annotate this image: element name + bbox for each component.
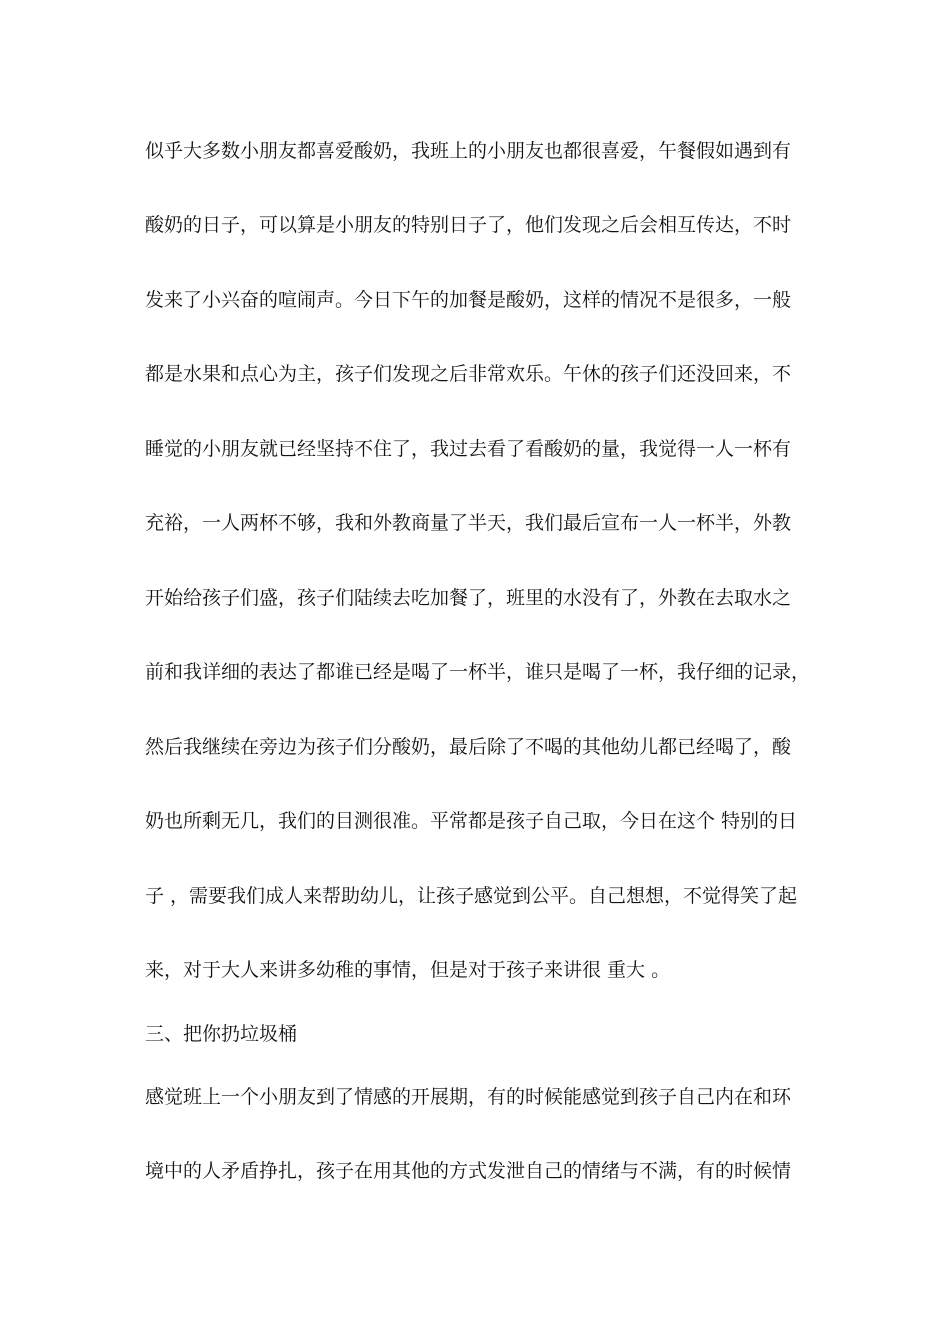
paragraph-line: 充裕，一人两杯不够，我和外教商量了半天，我们最后宣布一人一杯半，外教 (145, 512, 792, 534)
paragraph-line: 子 ，需要我们成人来帮助幼儿，让孩子感觉到公平。自己想想，不觉得笑了起 (145, 885, 798, 907)
paragraph-line: 然后我继续在旁边为孩子们分酸奶，最后除了不喝的其他幼儿都已经喝了，酸 (145, 736, 792, 758)
paragraph-line: 来，对于大人来讲多幼稚的事情，但是对于孩子来讲很 重大 。 (145, 959, 671, 981)
paragraph-line: 酸奶的日子，可以算是小朋友的特别日子了，他们发现之后会相互传达，不时 (145, 214, 792, 236)
paragraph-line: 感觉班上一个小朋友到了情感的开展期，有的时候能感觉到孩子自己内在和环 (145, 1086, 792, 1108)
paragraph-line: 前和我详细的表达了都谁已经是喝了一杯半，谁只是喝了一杯，我仔细的记录， (145, 661, 811, 683)
paragraph-line: 睡觉的小朋友就已经坚持不住了，我过去看了看酸奶的量，我觉得一人一杯有 (145, 438, 792, 460)
paragraph-line: 奶也所剩无几，我们的目测很准。平常都是孩子自己取，今日在这个 特别的日 (145, 810, 798, 832)
section-heading: 三、把你扔垃圾桶 (145, 1023, 298, 1045)
paragraph-line: 都是水果和点心为主，孩子们发现之后非常欢乐。午休的孩子们还没回来，不 (145, 363, 792, 385)
paragraph-line: 境中的人矛盾挣扎，孩子在用其他的方式发泄自己的情绪与不满，有的时候情 (145, 1160, 792, 1182)
paragraph-line: 发来了小兴奋的喧闹声。今日下午的加餐是酸奶，这样的情况不是很多，一般 (145, 289, 792, 311)
paragraph-line: 似乎大多数小朋友都喜爱酸奶，我班上的小朋友也都很喜爱，午餐假如遇到有 (145, 140, 792, 162)
paragraph-line: 开始给孩子们盛，孩子们陆续去吃加餐了，班里的水没有了，外教在去取水之 (145, 587, 792, 609)
